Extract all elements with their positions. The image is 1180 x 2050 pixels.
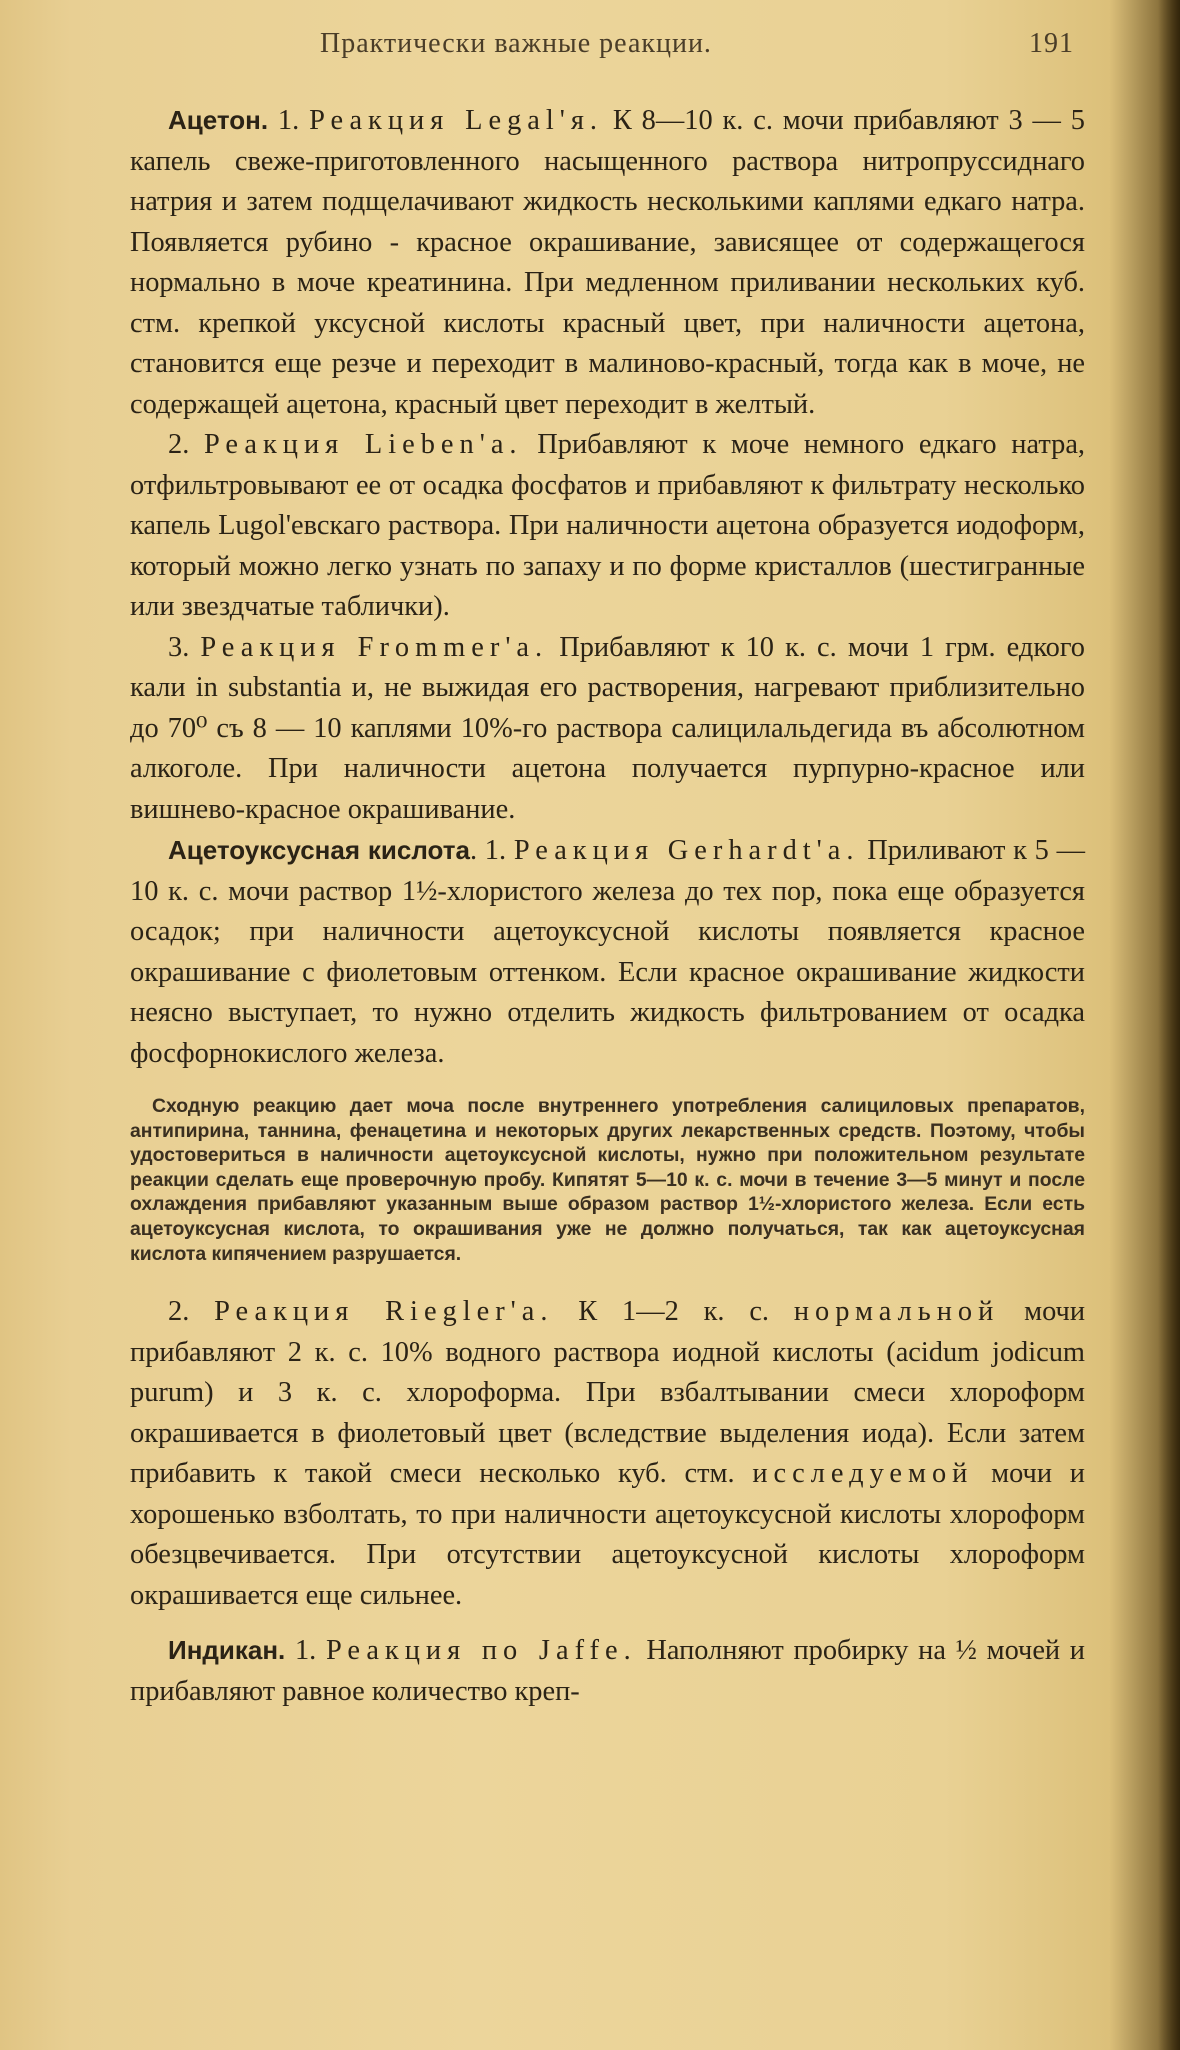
paragraph-acetone-legal [130, 100, 1085, 425]
reaction-name: Реакция Frommer'a. [200, 631, 549, 663]
reaction-number: 1. [285, 1635, 326, 1667]
paragraph-text: Прибавляют к 10 к. с. мочи 1 грм. едкого кали in substantia и, не выжидая его растворения, нагревают приблизительно до 70⁰ съ 8 — 10 каплями 10%-го раствора салицилальдегида въ абсолютном алкоголе. При наличности ацетона получается пурпурно-красное или вишнево-красное окрашивание. [130, 631, 1085, 825]
section-heading-acetoacetic-acid: Ацетоуксусная кислота [168, 835, 470, 865]
paragraph-text: К 8—10 к. с. мочи прибавляют 3 — 5 капель свеже-приготовленного насыщенного раствора нитропруссиднаго натрия и затем подщелачивают жидкость несколькими каплями едкаго натра. Появляется рубино - красное окрашивание, зависящее от содержащегося нормально в моче креатинина. При медленном приливании нескольких куб. стм. крепкой уксусной кислоты красный цвет, при наличности ацетона, становится еще резче и переходит в малиново-красный, тогда как в моче, не содержащей ацетона, красный цвет переходит в желтый. [130, 105, 1085, 420]
reaction-name: Реакция Legal'я. [309, 105, 604, 136]
small-print-note: Сходную реакцию дает моча после внутреннего употребления салициловых препаратов, антипирина, таннина, фенацетина и некоторых других лекарственных средств. Поэтому, чтобы удостовериться в наличности ацетоуксусной кислоты, нужно при положительном результате реакции сделать еще проверочную пробу. Кипятят 5—10 к. с. мочи в течение 3—5 минут и после охлаждения прибавляют указанным выше образом раствор 1½-хлористого железа. Если есть ацетоуксусная кислота, то окрашивания уже не должно получаться, так как ацетоуксусная кислота кипячением разрушается. [130, 1095, 1085, 1265]
paragraph-indican-jaffe [130, 1630, 1085, 1712]
paragraph-frommer [130, 628, 1085, 831]
running-head [130, 28, 1080, 68]
paragraph-lieben [130, 425, 1085, 628]
paragraph-text: Приливают к 5 — 10 к. с. мочи раствор 1½-хлористого железа до тех пор, пока еще образуется осадок; при наличности ацетоуксусной кислоты появляется красное окрашивание с фиолетовым оттенком. Если красное окрашивание жидкости неясно выступает, то нужно отделить жидкость фильтрованием от осадка фосфорнокислого железа. [130, 835, 1085, 1069]
spaced-word: исследуемой [752, 1458, 974, 1490]
reaction-name: Реакция Riegler'a. [214, 1296, 554, 1328]
paragraph-text: мочи и хорошенько взболтать, то при наличности ацетоуксусной кислоты хлороформ обезцвечивается. При отсутствии ацетоуксусной кислоты хлороформ окрашивается еще сильнее. [130, 1458, 1085, 1611]
paragraph-acetoacetic-gerhardt [130, 830, 1085, 1074]
reaction-number: 2. [168, 429, 204, 460]
section-heading-acetone: Ацетон. [168, 105, 269, 135]
reaction-number: 1. [268, 105, 310, 136]
paragraph-riegler [130, 1292, 1085, 1616]
paragraph-text: Прибавляют к моче немного едкаго натра, отфильтровывают ее от осадка фосфатов и прибавляют к фильтрату несколько капель Lugol'евскаго раствора. При наличности ацетона образуется иодоформ, который можно легко узнать по запаху и по форме кристаллов (шестигранные или звездчатые таблички). [130, 429, 1086, 622]
reaction-name: Реакция Lieben'a. [204, 429, 523, 460]
page-number: 191 [1029, 28, 1074, 59]
reaction-name: Реакция по Jaffe. [325, 1635, 637, 1667]
paragraph-text: К 1—2 к. с. [553, 1296, 794, 1328]
spaced-word: нормальной [793, 1296, 1000, 1328]
paragraph-text: мочи прибавляют 2 к. с. 10% водного раствора иодной кислоты (acidum jodicum purum) и 3 к. с. хлороформа. При взбалтывании смеси хлороформ окрашивается в фиолетовый цвет (вследствие выделения иода). Если затем прибавить к такой смеси несколько куб. стм. [130, 1296, 1086, 1490]
section-heading-indican: Индикан. [168, 1635, 286, 1666]
paragraph-text: Наполняют пробирку на ½ мочей и прибавляют равное количество креп- [130, 1635, 1085, 1707]
reaction-number: . 1. [469, 835, 514, 866]
reaction-number: 2. [168, 1296, 215, 1328]
body-text [130, 100, 1085, 1712]
running-head-title: Практически важные реакции. [320, 28, 712, 59]
reaction-name: Реакция Gerhardt'a. [513, 835, 860, 866]
reaction-number: 3. [168, 631, 201, 663]
